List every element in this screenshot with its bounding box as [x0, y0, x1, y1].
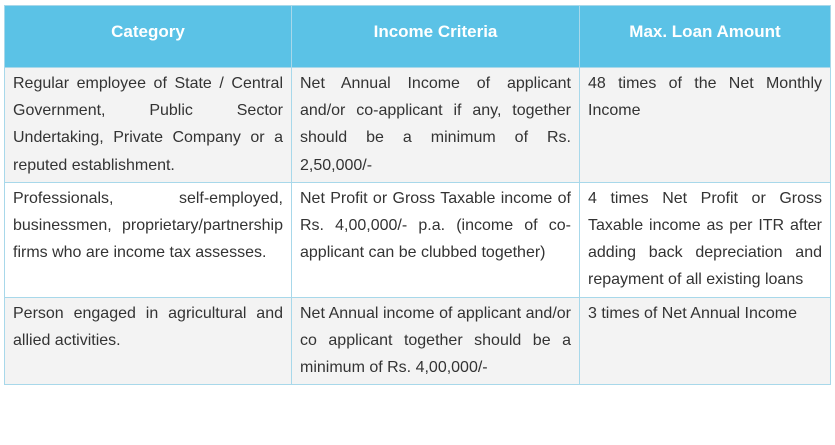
cell-income-criteria: Net Annual income of applicant and/or co applicant together should be a minimum of Rs. 4,00,000/- [292, 297, 580, 385]
table-header [5, 6, 831, 68]
header-category: Category [5, 6, 292, 68]
table-row [5, 68, 831, 183]
cell-category: Professionals, self-employed, businessmen, proprietary/partnership firms who are income tax assesses. [5, 182, 292, 297]
cell-category: Regular employee of State / Central Government, Public Sector Undertaking, Private Company or a reputed establishment. [5, 68, 292, 183]
table-row [5, 297, 831, 385]
header-income-criteria: Income Criteria [292, 6, 580, 68]
table-body [5, 68, 831, 385]
cell-max-loan-amount: 48 times of the Net Monthly Income [580, 68, 831, 183]
header-row [5, 6, 831, 68]
header-max-loan-amount: Max. Loan Amount [580, 6, 831, 68]
loan-eligibility-table [4, 5, 831, 385]
cell-income-criteria: Net Profit or Gross Taxable income of Rs. 4,00,000/- p.a. (income of co-applicant can be clubbed together) [292, 182, 580, 297]
cell-max-loan-amount: 3 times of Net Annual Income [580, 297, 831, 385]
cell-income-criteria: Net Annual Income of applicant and/or co-applicant if any, together should be a minimum of Rs. 2,50,000/- [292, 68, 580, 183]
table-row [5, 182, 831, 297]
cell-max-loan-amount: 4 times Net Profit or Gross Taxable income as per ITR after adding back depreciation and repayment of all existing loans [580, 182, 831, 297]
cell-category: Person engaged in agricultural and allied activities. [5, 297, 292, 385]
